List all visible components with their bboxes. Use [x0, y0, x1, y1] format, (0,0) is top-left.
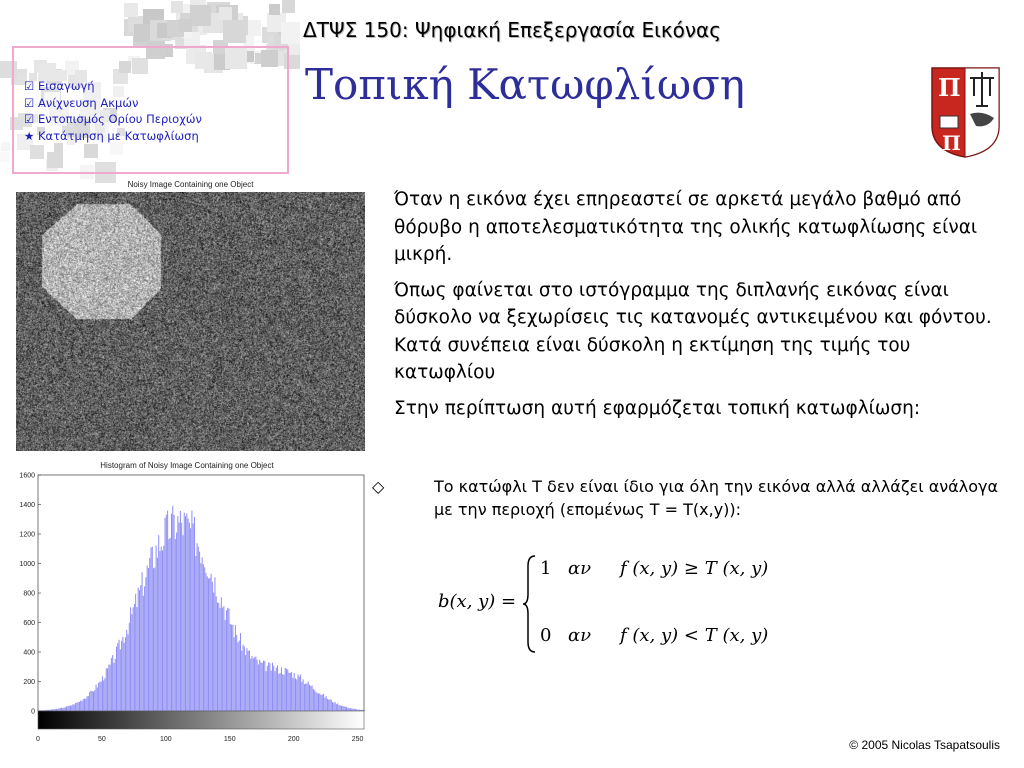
histogram-bar	[222, 608, 223, 711]
histogram-bar	[314, 690, 315, 711]
histogram-bar	[216, 596, 217, 711]
histogram-bar	[211, 574, 212, 711]
histogram-bar	[78, 702, 79, 711]
histogram-bar	[346, 707, 347, 711]
histogram-bar	[116, 646, 117, 711]
histogram-bar	[303, 679, 304, 711]
histogram-bar	[278, 674, 279, 711]
noisy-image	[16, 192, 365, 451]
histogram-bar	[71, 705, 72, 711]
checkbox-icon: ☑	[24, 95, 35, 110]
histogram-bar	[181, 523, 182, 711]
histogram-bar	[255, 657, 256, 711]
histogram-bar	[66, 706, 67, 711]
histogram-bar	[56, 709, 57, 711]
x-tick-label: 200	[287, 736, 300, 743]
histogram-bar	[225, 620, 226, 711]
histogram-bar	[131, 614, 132, 711]
outline-item-label: Εισαγωγή	[38, 79, 95, 93]
histogram-bar	[326, 696, 327, 711]
histogram-bar	[147, 565, 148, 711]
histogram-bar	[324, 698, 325, 711]
histogram-bar	[322, 695, 323, 711]
histogram-bar	[318, 694, 319, 711]
histogram-bar	[167, 511, 168, 711]
histogram-bar	[57, 709, 58, 711]
formula-lhs: b(x, y) =	[438, 591, 517, 612]
bullet-text: Το κατώφλι T δεν είναι ίδιο για όλη την εικόνα αλλά αλλάζει ανάλογα με την περιοχή (επομένως T = T(x,y)):	[434, 477, 998, 519]
histogram-bar	[200, 563, 201, 711]
histogram-bar	[130, 607, 131, 711]
histogram-bar	[347, 708, 348, 711]
histogram-bar	[281, 667, 282, 711]
histogram-bar	[244, 646, 245, 711]
checkbox-icon: ☑	[24, 79, 35, 93]
outline-item-introduction[interactable]	[24, 78, 287, 95]
histogram-bar	[289, 673, 290, 711]
histogram-bar	[226, 610, 227, 711]
histogram-bar	[301, 682, 302, 711]
histogram-bar	[283, 675, 284, 711]
histogram-bar	[65, 707, 66, 711]
case1-value: 1	[540, 558, 552, 579]
histogram-bar	[287, 669, 288, 711]
histogram-bar	[180, 511, 181, 711]
histogram-bar	[328, 699, 329, 711]
histogram-bar	[315, 692, 316, 711]
histogram-bar	[319, 693, 320, 711]
histogram-bar	[291, 672, 292, 711]
histogram-bar	[191, 511, 192, 711]
histogram-bar	[323, 694, 324, 711]
histogram-bar	[340, 705, 341, 711]
case0-condition: αν	[568, 625, 592, 646]
histogram-bar	[260, 662, 261, 711]
histogram-bar	[354, 709, 355, 711]
y-tick-label: 1400	[19, 502, 35, 509]
histogram-bar	[214, 577, 215, 711]
histogram-bar	[240, 633, 241, 711]
histogram-bar	[198, 547, 199, 711]
copyright: © 2005 Nicolas Tsapatsoulis	[849, 738, 1000, 752]
histogram-bar	[266, 671, 267, 711]
histogram-bar	[188, 519, 189, 711]
histogram-bar	[280, 673, 281, 711]
histogram-bar	[126, 630, 127, 711]
x-tick-label: 50	[98, 736, 106, 743]
histogram-bar	[92, 691, 93, 711]
histogram-bar	[166, 515, 167, 711]
histogram-bar	[298, 674, 299, 711]
histogram-bar	[228, 609, 229, 711]
histogram-bar	[349, 708, 350, 711]
histogram-bar	[60, 708, 61, 711]
outline-item-label: Ανίχνευση Ακμών	[38, 95, 139, 110]
histogram-bar	[104, 678, 105, 711]
histogram-bar	[120, 649, 121, 711]
histogram-bar	[258, 664, 259, 711]
histogram-bar	[272, 663, 273, 711]
y-tick-label: 0	[31, 708, 35, 716]
histogram-bar	[115, 659, 116, 711]
histogram-bar	[102, 676, 103, 711]
histogram-bar	[135, 594, 136, 711]
histogram-bar	[296, 679, 297, 711]
histogram-bar	[336, 704, 337, 711]
histogram-bar	[145, 577, 146, 711]
histogram-bar	[113, 663, 114, 711]
histogram-bar	[232, 625, 233, 711]
histogram-bar	[268, 663, 269, 711]
histogram-bar	[234, 637, 235, 711]
outline-item-label: Κατάτμηση με Κατωφλίωση	[38, 128, 199, 143]
histogram-bar	[148, 568, 149, 711]
histogram-bar	[335, 702, 336, 711]
histogram-bar	[108, 665, 109, 711]
histogram-bar	[317, 693, 318, 711]
histogram-bar	[185, 516, 186, 711]
histogram-bar	[143, 596, 144, 711]
y-tick-label: 800	[23, 590, 35, 598]
histogram-bar	[269, 663, 270, 711]
histogram-bar	[74, 705, 75, 711]
histogram-bar	[179, 523, 180, 711]
histogram-bar	[197, 543, 198, 711]
histogram-bar	[263, 661, 264, 711]
x-tick-label: 150	[223, 736, 236, 743]
histogram-bar	[182, 535, 183, 711]
histogram-bar	[170, 538, 171, 711]
histogram-bar	[85, 699, 86, 711]
histogram-bar	[90, 691, 91, 711]
histogram-bar	[333, 703, 334, 711]
histogram-bar	[351, 709, 352, 711]
histogram-bar	[312, 686, 313, 711]
histogram-bar	[250, 659, 251, 711]
histogram-bar	[171, 514, 172, 711]
histogram-bar	[175, 539, 176, 711]
histogram-bar	[124, 643, 125, 711]
histogram-bar	[136, 607, 137, 711]
histogram-bar	[152, 547, 153, 711]
histogram-bar	[230, 624, 231, 711]
histogram-bar	[107, 668, 108, 711]
checkbox-icon: ☑	[24, 112, 35, 126]
histogram-bar	[111, 658, 112, 711]
brace-icon	[522, 552, 538, 656]
histogram-bar	[125, 637, 126, 711]
histogram-bar	[93, 692, 94, 711]
histogram-bar	[299, 676, 300, 711]
histogram-bar	[262, 663, 263, 711]
histogram-bar	[195, 556, 196, 711]
y-tick-label: 1000	[19, 561, 35, 568]
histogram-bar	[350, 708, 351, 711]
histogram-bar	[101, 682, 102, 711]
histogram-bar	[158, 535, 159, 711]
histogram-bar	[153, 568, 154, 711]
histogram-bar	[337, 703, 338, 711]
histogram-bar	[165, 518, 166, 711]
histogram-bar	[139, 590, 140, 711]
histogram-bar	[64, 708, 65, 711]
histogram-bar	[163, 546, 164, 711]
histogram-bar	[119, 640, 120, 711]
x-tick-label: 250	[351, 736, 364, 743]
case1-condition: αν	[568, 558, 592, 579]
paragraph-2: Όπως φαίνεται στο ιστόγραμμα της διπλανής εικόνας είναι δύσκολο να ξεχωρίσεις τις κατανομές αντικειμένου και φόντου. Κατά συνέπεια είναι δύσκολη η εκτίμηση της τιμής του κατωφλίου	[394, 279, 992, 383]
histogram-bar	[121, 641, 122, 711]
university-logo	[930, 66, 1001, 159]
histogram-bar	[275, 671, 276, 711]
histogram-bar	[97, 687, 98, 711]
histogram-bar	[249, 650, 250, 711]
histogram-bar	[308, 681, 309, 711]
paragraph-1: Όταν η εικόνα έχει επηρεαστεί σε αρκετά μεγάλο βαθμό από θόρυβο η αποτελεσματικότητα της ολικής κατωφλίωσης είναι μικρή.	[394, 189, 978, 265]
histogram-bar	[227, 608, 228, 711]
histogram-bar	[310, 686, 311, 711]
histogram-bar	[285, 668, 286, 711]
histogram-bar	[172, 506, 173, 711]
histogram-bar	[321, 695, 322, 711]
histogram-chart	[6, 459, 368, 749]
slide-title: Τοπική Κατωφλίωση	[305, 60, 745, 109]
histogram-bar	[127, 634, 128, 711]
y-tick-label: 600	[23, 620, 35, 627]
histogram-bar	[304, 684, 305, 711]
star-icon: ★	[24, 128, 35, 143]
histogram-bar	[221, 597, 222, 711]
histogram-bar	[313, 689, 314, 711]
histogram-bar	[76, 703, 77, 711]
case0-expression: f (x, y) < T (x, y)	[620, 625, 769, 646]
histogram-bar	[276, 668, 277, 711]
histogram-bar	[239, 641, 240, 711]
histogram-bar	[282, 674, 283, 711]
histogram-bar	[69, 706, 70, 711]
histogram-bar	[246, 648, 247, 711]
histogram-bar	[235, 625, 236, 711]
histogram-bar	[112, 655, 113, 711]
histogram-bar	[207, 576, 208, 711]
histogram-bar	[88, 696, 89, 711]
histogram-bar	[94, 690, 95, 711]
histogram-bar	[300, 675, 301, 711]
histogram-bar	[151, 548, 152, 711]
histogram-bar	[162, 550, 163, 711]
histogram-bar	[264, 661, 265, 711]
y-tick-label: 1200	[19, 531, 35, 539]
histogram-bar	[190, 528, 191, 711]
outline-box	[12, 46, 289, 174]
histogram-bar	[251, 656, 252, 711]
histogram-bar	[129, 623, 130, 711]
histogram-bar	[248, 651, 249, 711]
histogram-bar	[292, 678, 293, 711]
histogram-bar	[217, 603, 218, 711]
course-title: ΔΤΨΣ 150: Ψηφιακή Επεξεργασία Εικόνας	[303, 18, 721, 42]
histogram-bar	[331, 700, 332, 711]
histogram-bar	[134, 604, 135, 711]
histogram-bar	[142, 572, 143, 711]
histogram-bar	[73, 704, 74, 711]
histogram-bar	[332, 702, 333, 711]
histogram-bar	[110, 665, 111, 711]
histogram-bar	[277, 665, 278, 711]
histogram-bar	[345, 707, 346, 711]
histogram-bar	[203, 564, 204, 711]
histogram-bar	[329, 700, 330, 711]
histogram-bar	[213, 592, 214, 711]
histogram-bar	[344, 706, 345, 711]
histogram-bar	[295, 679, 296, 711]
histogram-bar	[96, 685, 97, 711]
histogram-bar	[257, 660, 258, 711]
histogram-bar	[161, 547, 162, 711]
histogram-bar	[189, 523, 190, 711]
histogram-bar	[154, 568, 155, 711]
y-tick-label: 1600	[19, 472, 35, 480]
x-tick-label: 100	[159, 736, 172, 743]
histogram-bar	[223, 606, 224, 711]
histogram-bar	[79, 702, 80, 711]
y-tick-label: 400	[23, 649, 35, 657]
case1-expression: f (x, y) ≥ T (x, y)	[620, 558, 769, 579]
histogram-bar	[220, 608, 221, 711]
histogram-bar	[61, 708, 62, 711]
histogram-bar	[193, 523, 194, 711]
histogram-bar	[98, 683, 99, 711]
histogram-bar	[253, 658, 254, 711]
histogram-bar	[89, 692, 90, 711]
histogram-bar	[231, 625, 232, 711]
histogram-bar	[254, 657, 255, 711]
intensity-gradient-bar	[38, 711, 364, 729]
histogram-bar	[176, 533, 177, 711]
histogram-bar	[309, 685, 310, 711]
histogram-bar	[205, 573, 206, 711]
histogram-bar	[159, 551, 160, 711]
paragraph-3: Στην περίπτωση αυτή εφαρμόζεται τοπική κατωφλίωση:	[394, 397, 921, 419]
histogram-bar	[209, 578, 210, 711]
histogram-bar	[218, 603, 219, 711]
outline-item-boundary-detection[interactable]	[24, 111, 287, 128]
histogram-bar	[103, 680, 104, 711]
histogram-bar	[352, 709, 353, 711]
outline-item-label: Εντοπισμός Ορίου Περιοχών	[38, 112, 202, 126]
histogram-bar	[204, 567, 205, 711]
histogram-bar	[290, 673, 291, 711]
histogram-bar	[212, 582, 213, 711]
histogram-bar	[327, 699, 328, 711]
histogram-bar	[58, 708, 59, 711]
histogram-bar	[144, 586, 145, 711]
histogram-bar	[338, 705, 339, 711]
histogram-bar	[84, 699, 85, 711]
histogram-bar	[140, 585, 141, 711]
histogram-bar	[81, 701, 82, 711]
histogram-bar	[236, 635, 237, 711]
histogram-bar	[202, 557, 203, 711]
histogram-bar	[237, 642, 238, 711]
histogram-title: Histogram of Noisy Image Containing one Object	[100, 461, 274, 470]
histogram-bar	[67, 706, 68, 711]
x-tick-label: 0	[36, 736, 40, 743]
histogram-bar	[75, 703, 76, 711]
histogram-bar	[342, 706, 343, 711]
histogram-bar	[174, 515, 175, 711]
outline-item-edge-detection[interactable]	[24, 95, 287, 112]
histogram-bar	[138, 588, 139, 711]
histogram-bar	[306, 684, 307, 711]
histogram-bar	[83, 699, 84, 711]
histogram-bar	[117, 643, 118, 711]
histogram-bar	[70, 706, 71, 711]
histogram-bar	[273, 666, 274, 711]
histogram-bar	[168, 539, 169, 711]
histogram-bar	[157, 558, 158, 711]
logo-letter-top: Π	[938, 73, 961, 102]
case0-value: 0	[540, 625, 552, 646]
histogram-bar	[80, 700, 81, 711]
histogram-bar	[194, 517, 195, 711]
histogram-bar	[243, 645, 244, 711]
y-tick-label: 200	[23, 679, 35, 686]
histogram-bar	[62, 708, 63, 711]
histogram-bar	[156, 546, 157, 711]
outline-item-threshold-segmentation[interactable]	[24, 128, 287, 145]
histogram-bar	[177, 516, 178, 711]
body-text	[394, 186, 1004, 430]
histogram-bar	[241, 651, 242, 711]
histogram-bar	[106, 668, 107, 711]
diamond-bullet-icon: ◇	[372, 477, 385, 496]
histogram-bar	[341, 706, 342, 711]
histogram-bar	[99, 682, 100, 711]
histogram-bar	[294, 673, 295, 711]
histogram-bar	[184, 513, 185, 711]
histogram-bar	[305, 684, 306, 711]
histogram-bar	[133, 607, 134, 711]
histogram-bar	[87, 696, 88, 711]
histogram-bar	[245, 655, 246, 711]
histogram-bar	[122, 637, 123, 711]
histogram-bar	[208, 579, 209, 711]
histogram-bar	[286, 669, 287, 711]
noisy-image-title: Noisy Image Containing one Object	[127, 180, 254, 189]
histogram-bar	[259, 660, 260, 711]
histogram-bar	[271, 671, 272, 711]
histogram-bar	[149, 558, 150, 711]
histogram-bar	[186, 513, 187, 711]
logo-letter-bottom: Π	[942, 131, 961, 155]
histogram-bar	[199, 552, 200, 711]
histogram-bar	[267, 666, 268, 711]
threshold-formula	[436, 552, 796, 656]
